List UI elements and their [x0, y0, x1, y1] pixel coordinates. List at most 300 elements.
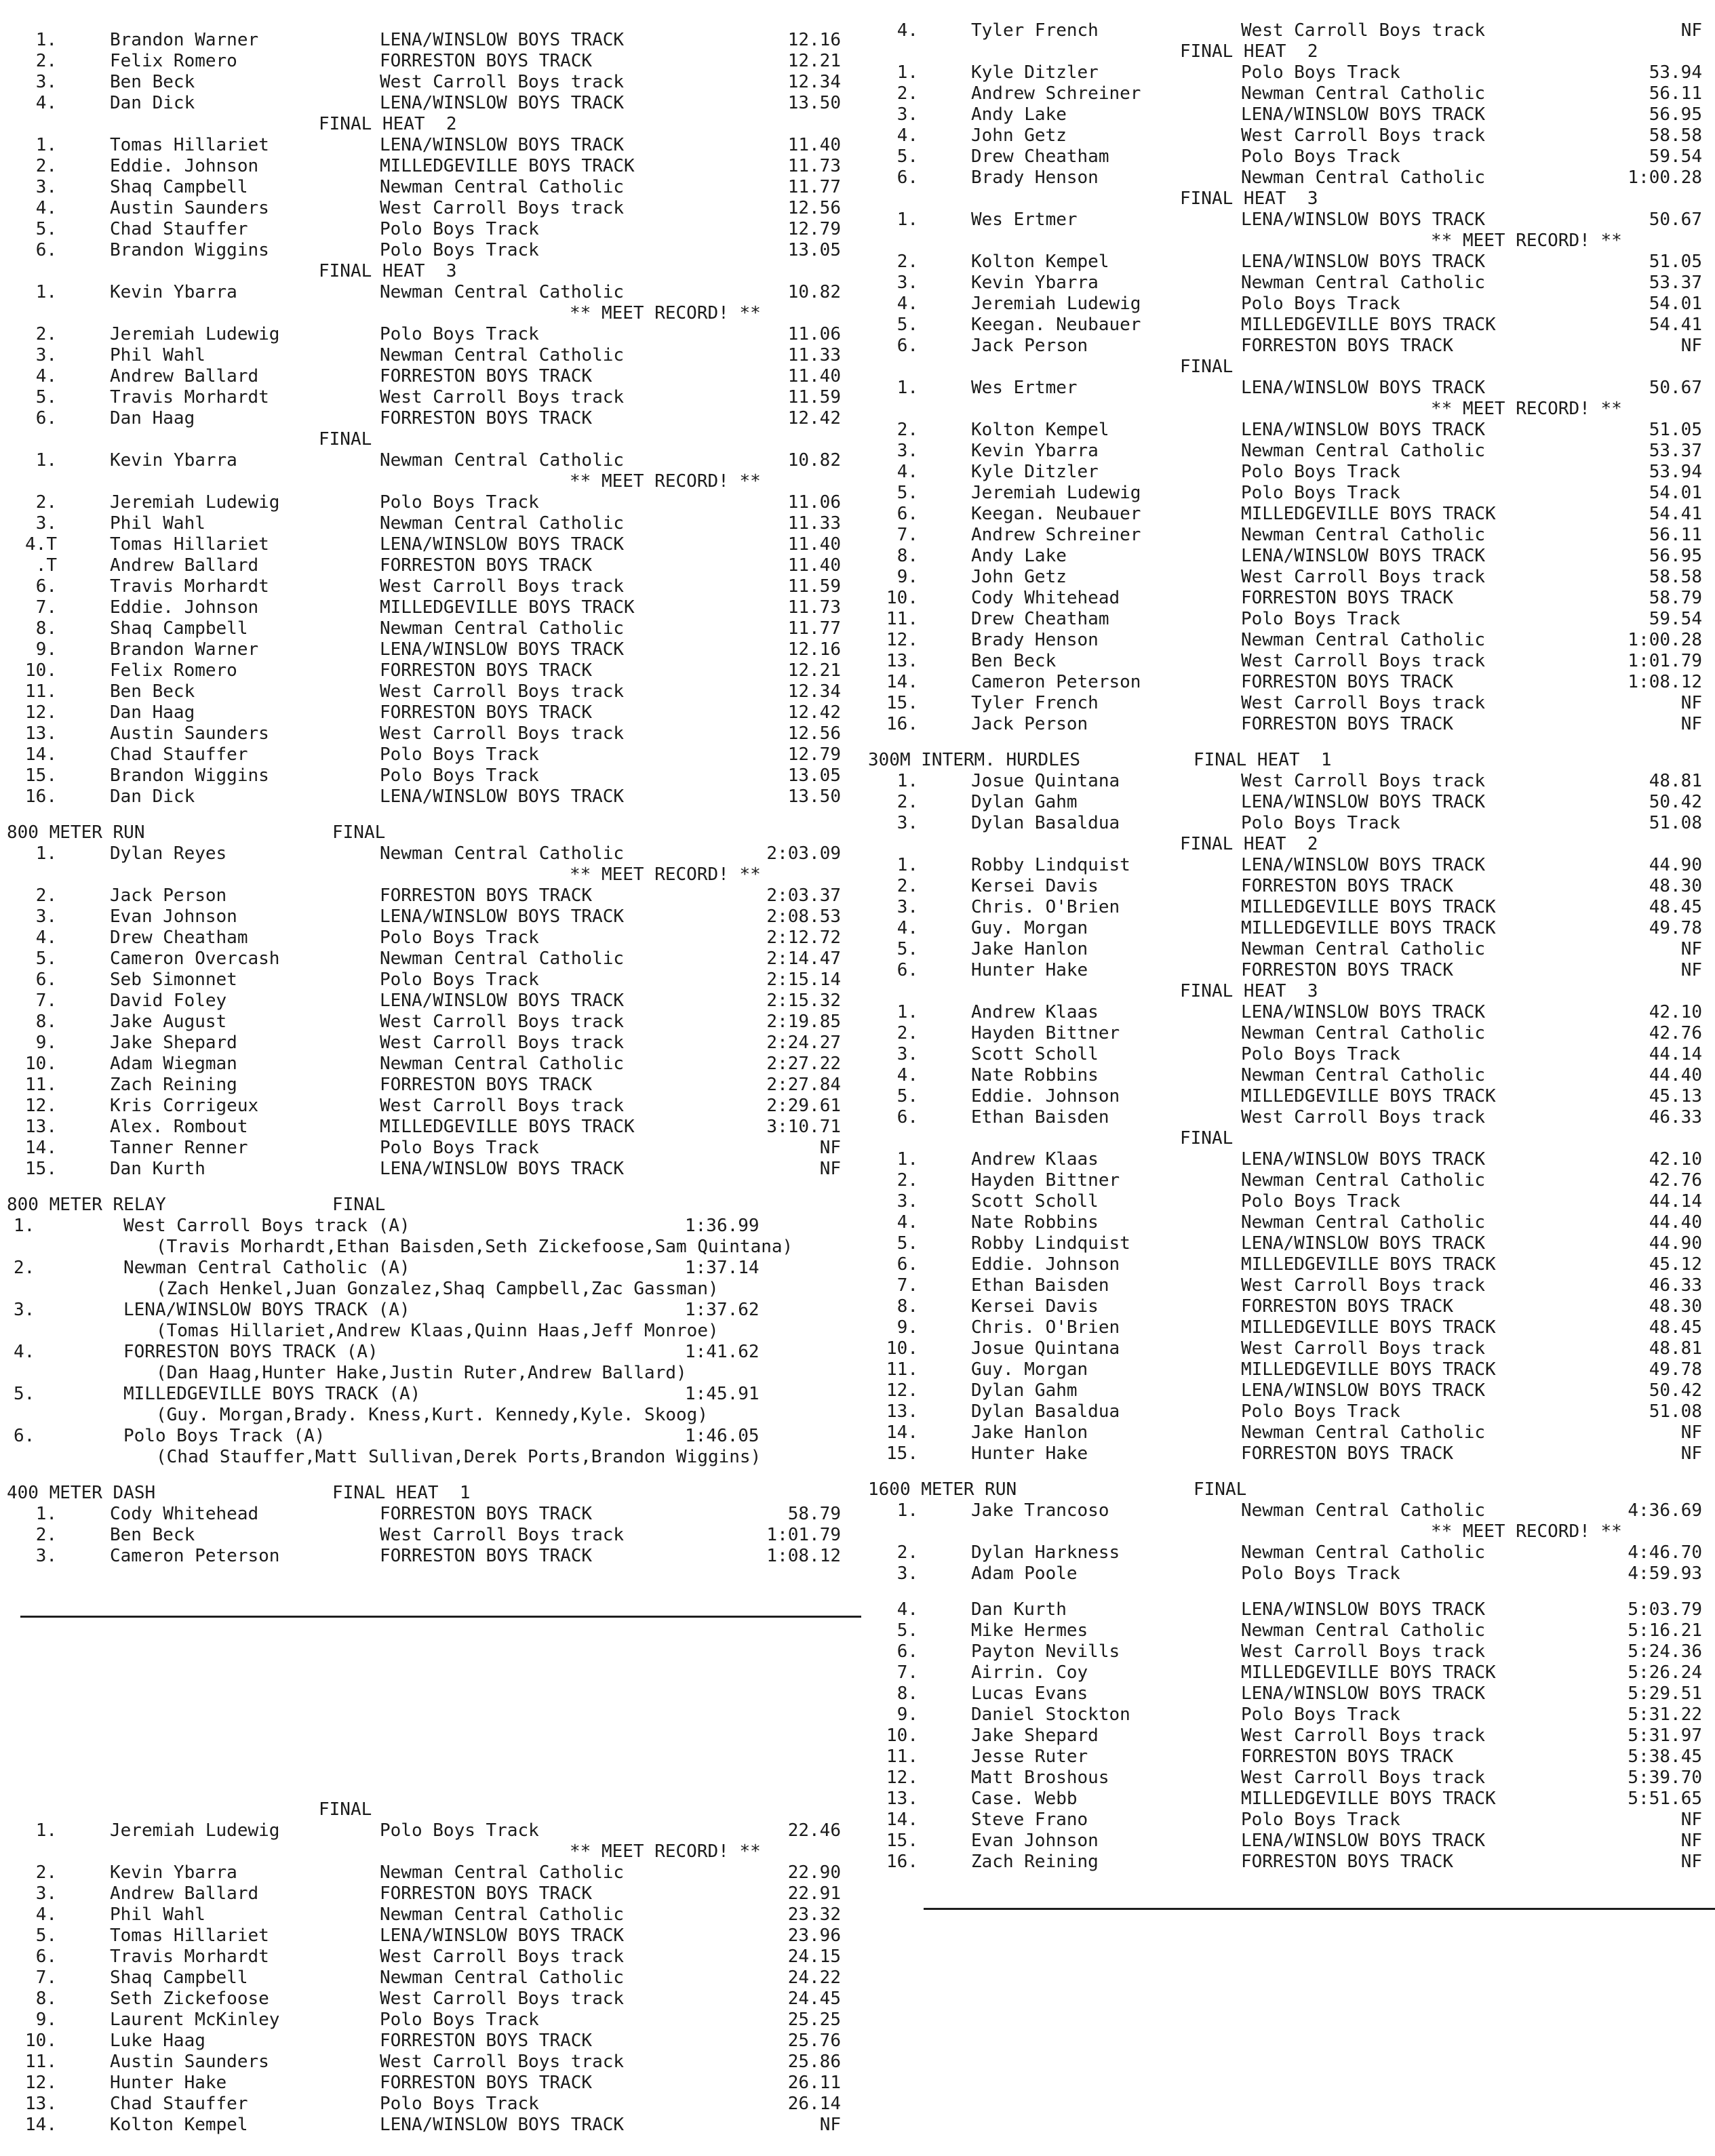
- result-place: 7.: [35, 597, 57, 618]
- result-row: [861, 1852, 1715, 1873]
- relay-row: [0, 1426, 861, 1447]
- team-name: LENA/WINSLOW BOYS TRACK: [1241, 1002, 1486, 1022]
- result-mark: 2:08.53: [766, 906, 841, 927]
- athlete-name: Dylan Harkness: [971, 1542, 1120, 1563]
- team-name: West Carroll Boys track: [380, 1012, 625, 1032]
- result-row: [861, 1317, 1715, 1338]
- section-gap: [861, 1584, 1715, 1599]
- relay-mark: 1:36.99: [685, 1216, 760, 1236]
- result-row: [861, 273, 1715, 294]
- result-row: [0, 618, 861, 639]
- athlete-name: Dylan Basaldua: [971, 813, 1120, 833]
- result-row: [0, 2010, 861, 2031]
- relay-mark: 1:37.14: [685, 1258, 760, 1278]
- result-place: 4.: [896, 462, 918, 482]
- result-row: [861, 1789, 1715, 1810]
- athlete-name: Kris Corrigeux: [110, 1096, 259, 1116]
- result-mark: 53.94: [1649, 462, 1702, 482]
- heat-heading-text: FINAL HEAT 3: [1180, 981, 1318, 1001]
- athlete-name: Brandon Warner: [110, 30, 259, 50]
- athlete-name: Daniel Stockton: [971, 1704, 1130, 1725]
- team-name: Newman Central Catholic: [380, 450, 625, 471]
- athlete-name: Ethan Baisden: [971, 1107, 1109, 1127]
- result-mark: 5:31.22: [1628, 1704, 1702, 1725]
- team-name: West Carroll Boys track: [1241, 651, 1486, 671]
- result-row: [0, 1925, 861, 1947]
- right-results-top: [861, 20, 1715, 1873]
- relay-legs-row: [0, 1279, 861, 1300]
- result-place: 12.: [886, 1768, 918, 1788]
- result-mark: 46.33: [1649, 1275, 1702, 1296]
- result-place: 6.: [35, 240, 57, 260]
- result-mark: 12.79: [787, 744, 841, 765]
- result-mark: NF: [1680, 714, 1702, 734]
- result-mark: 5:26.24: [1628, 1662, 1702, 1683]
- heat-heading-text: FINAL: [1180, 1128, 1234, 1149]
- result-mark: 12.56: [787, 198, 841, 218]
- team-name: Polo Boys Track: [1241, 62, 1400, 83]
- result-place: 2.: [896, 252, 918, 272]
- result-place: 9.: [896, 1704, 918, 1725]
- result-mark: 58.79: [787, 1504, 841, 1524]
- result-row: [861, 1170, 1715, 1191]
- result-row: [861, 1212, 1715, 1233]
- result-place: 2.: [896, 1170, 918, 1191]
- heat-heading-text: FINAL HEAT 3: [1180, 188, 1318, 209]
- athlete-name: Kevin Ybarra: [110, 282, 237, 302]
- result-mark: 13.05: [787, 240, 841, 260]
- meet-record-note: [861, 231, 1715, 252]
- result-place: 9.: [35, 2010, 57, 2030]
- meet-record-text: ** MEET RECORD! **: [1431, 1521, 1622, 1542]
- result-mark: 48.45: [1649, 1317, 1702, 1338]
- athlete-name: Luke Haag: [110, 2031, 205, 2051]
- team-name: MILLEDGEVILLE BOYS TRACK: [1241, 1359, 1496, 1380]
- result-place: 5.: [896, 939, 918, 959]
- athlete-name: Jake Shepard: [110, 1033, 237, 1053]
- relay-place: 1.: [14, 1216, 35, 1236]
- result-mark: 44.90: [1649, 1233, 1702, 1254]
- result-mark: 51.08: [1649, 813, 1702, 833]
- team-name: West Carroll Boys track: [1241, 567, 1486, 587]
- result-row: [861, 939, 1715, 960]
- heat-heading-text: FINAL HEAT 2: [319, 114, 457, 134]
- result-row: [861, 125, 1715, 146]
- result-mark: 5:31.97: [1628, 1725, 1702, 1746]
- result-row: [0, 534, 861, 555]
- result-row: [861, 1599, 1715, 1620]
- team-name: West Carroll Boys track: [380, 576, 625, 597]
- result-place: 12.: [25, 702, 57, 723]
- result-mark: 12.42: [787, 408, 841, 428]
- result-row: [861, 83, 1715, 104]
- result-row: [861, 918, 1715, 939]
- athlete-name: Drew Cheatham: [110, 927, 248, 948]
- team-name: LENA/WINSLOW BOYS TRACK: [380, 30, 625, 50]
- heat-heading: [0, 261, 861, 282]
- result-place: 1.: [35, 282, 57, 302]
- result-mark: 25.76: [787, 2031, 841, 2051]
- result-mark: NF: [1680, 1852, 1702, 1872]
- heat-heading: [0, 114, 861, 135]
- team-name: FORRESTON BOYS TRACK: [380, 1546, 593, 1566]
- result-row: [861, 1500, 1715, 1521]
- team-name: FORRESTON BOYS TRACK: [380, 555, 593, 576]
- team-name: West Carroll Boys track: [1241, 1275, 1486, 1296]
- result-place: 2.: [35, 885, 57, 906]
- result-row: [861, 876, 1715, 897]
- athlete-name: Kersei Davis: [971, 1296, 1099, 1317]
- result-row: [861, 62, 1715, 83]
- result-mark: 44.14: [1649, 1191, 1702, 1212]
- result-mark: 11.40: [787, 366, 841, 386]
- result-row: [861, 792, 1715, 813]
- result-place: 1.: [896, 1002, 918, 1022]
- result-place: 2.: [35, 324, 57, 344]
- result-mark: 13.50: [787, 93, 841, 113]
- team-name: MILLEDGEVILLE BOYS TRACK: [1241, 897, 1496, 917]
- team-name: West Carroll Boys track: [1241, 1641, 1486, 1662]
- team-name: West Carroll Boys track: [1241, 125, 1486, 146]
- result-mark: 54.01: [1649, 294, 1702, 314]
- athlete-name: Kevin Ybarra: [110, 1862, 237, 1883]
- result-place: 4.: [35, 1904, 57, 1925]
- result-place: 7.: [35, 991, 57, 1011]
- team-name: LENA/WINSLOW BOYS TRACK: [1241, 1683, 1486, 1704]
- result-mark: 11.06: [787, 324, 841, 344]
- team-name: LENA/WINSLOW BOYS TRACK: [1241, 1599, 1486, 1620]
- team-name: West Carroll Boys track: [380, 1096, 625, 1116]
- relay-place: 3.: [14, 1300, 35, 1320]
- athlete-name: Tomas Hillariet: [110, 534, 269, 555]
- result-row: [861, 672, 1715, 693]
- athlete-name: Cameron Peterson: [110, 1546, 280, 1566]
- team-name: LENA/WINSLOW BOYS TRACK: [1241, 1831, 1486, 1851]
- result-place: 4.: [896, 125, 918, 146]
- result-place: 6.: [35, 1947, 57, 1967]
- result-row: [0, 1947, 861, 1968]
- athlete-name: Dan Haag: [110, 408, 195, 428]
- result-row: [0, 2073, 861, 2094]
- athlete-name: Travis Morhardt: [110, 576, 269, 597]
- team-name: FORRESTON BOYS TRACK: [1241, 1852, 1454, 1872]
- result-mark: 53.37: [1649, 273, 1702, 293]
- team-name: West Carroll Boys track: [1241, 1338, 1486, 1359]
- result-mark: 11.33: [787, 345, 841, 365]
- team-name: Polo Boys Track: [1241, 1704, 1400, 1725]
- result-mark: 11.73: [787, 156, 841, 176]
- result-mark: 11.40: [787, 534, 841, 555]
- team-name: Polo Boys Track: [380, 1820, 539, 1841]
- result-mark: NF: [1680, 20, 1702, 41]
- result-place: 10.: [25, 660, 57, 681]
- athlete-name: Andrew Ballard: [110, 1883, 259, 1904]
- athlete-name: Austin Saunders: [110, 723, 269, 744]
- page-cut-rule-right: [924, 1908, 1715, 1910]
- left-results-top: [0, 30, 861, 1567]
- athlete-name: Jack Person: [971, 714, 1088, 734]
- meet-record-text: ** MEET RECORD! **: [1431, 231, 1622, 251]
- result-row: [0, 1989, 861, 2010]
- result-row: [0, 765, 861, 786]
- athlete-name: Cameron Peterson: [971, 672, 1141, 692]
- result-row: [861, 897, 1715, 918]
- result-mark: 10.82: [787, 450, 841, 471]
- result-mark: 12.16: [787, 30, 841, 50]
- team-name: Newman Central Catholic: [1241, 167, 1486, 188]
- team-name: West Carroll Boys track: [1241, 1107, 1486, 1127]
- athlete-name: Seb Simonnet: [110, 970, 237, 990]
- athlete-name: Jake Hanlon: [971, 1422, 1088, 1443]
- athlete-name: Dan Kurth: [971, 1599, 1067, 1620]
- team-name: MILLEDGEVILLE BOYS TRACK: [1241, 504, 1496, 524]
- team-name: Polo Boys Track: [1241, 146, 1400, 167]
- result-place: 1.: [35, 450, 57, 471]
- athlete-name: Guy. Morgan: [971, 918, 1088, 938]
- result-mark: 2:29.61: [766, 1096, 841, 1116]
- athlete-name: Case. Webb: [971, 1789, 1078, 1809]
- result-place: 1.: [35, 843, 57, 864]
- result-place: 4.: [896, 20, 918, 41]
- relay-row: [0, 1300, 861, 1321]
- team-name: West Carroll Boys track: [380, 1033, 625, 1053]
- result-place: 16.: [25, 786, 57, 807]
- result-mark: NF: [1680, 960, 1702, 980]
- result-place: 1.: [35, 135, 57, 155]
- result-row: [0, 51, 861, 72]
- result-place: 3.: [35, 1883, 57, 1904]
- result-row: [0, 2094, 861, 2115]
- team-name: Polo Boys Track: [380, 324, 539, 344]
- athlete-name: Laurent McKinley: [110, 2010, 280, 2030]
- result-place: 5.: [896, 146, 918, 167]
- result-place: 1.: [35, 1504, 57, 1524]
- result-place: 11.: [25, 1075, 57, 1095]
- result-place: 16.: [886, 1852, 918, 1872]
- athlete-name: Kolton Kempel: [971, 420, 1109, 440]
- athlete-name: Jeremiah Ludewig: [110, 492, 280, 513]
- athlete-name: Andrew Ballard: [110, 366, 259, 386]
- result-place: 5.: [896, 1620, 918, 1641]
- athlete-name: Felix Romero: [110, 660, 237, 681]
- team-name: West Carroll Boys track: [1241, 20, 1486, 41]
- result-row: [0, 885, 861, 906]
- result-place: 6.: [896, 167, 918, 188]
- athlete-name: Eddie. Johnson: [110, 156, 259, 176]
- event-name: 800 METER RUN: [7, 822, 145, 843]
- athlete-name: Tanner Renner: [110, 1138, 248, 1158]
- team-name: MILLEDGEVILLE BOYS TRACK: [1241, 918, 1496, 938]
- result-mark: NF: [1680, 939, 1702, 959]
- result-row: [0, 576, 861, 597]
- athlete-name: Chris. O'Brien: [971, 1317, 1120, 1338]
- result-place: 1.: [896, 855, 918, 875]
- result-row: [0, 723, 861, 744]
- result-place: 2.: [35, 1525, 57, 1545]
- result-mark: 11.59: [787, 387, 841, 407]
- result-mark: 53.37: [1649, 441, 1702, 461]
- team-name: Newman Central Catholic: [380, 1862, 625, 1883]
- meet-record-text: ** MEET RECORD! **: [570, 471, 761, 492]
- heat-heading: [861, 188, 1715, 209]
- result-mark: 11.33: [787, 513, 841, 534]
- result-place: 2.: [35, 492, 57, 513]
- athlete-name: Jack Person: [110, 885, 227, 906]
- relay-mark: 1:37.62: [685, 1300, 760, 1320]
- result-row: [0, 906, 861, 927]
- event-title: [861, 1479, 1715, 1500]
- team-name: FORRESTON BOYS TRACK: [380, 1883, 593, 1904]
- athlete-name: Austin Saunders: [110, 198, 269, 218]
- result-row: [861, 1641, 1715, 1662]
- result-row: [861, 1254, 1715, 1275]
- team-name: West Carroll Boys track: [380, 723, 625, 744]
- result-row: [861, 1810, 1715, 1831]
- result-place: 4.: [896, 294, 918, 314]
- result-mark: 50.42: [1649, 792, 1702, 812]
- athlete-name: Phil Wahl: [110, 513, 205, 534]
- result-place: 1.: [35, 30, 57, 50]
- team-name: Newman Central Catholic: [380, 1054, 625, 1074]
- result-mark: 5:39.70: [1628, 1768, 1702, 1788]
- result-row: [861, 1107, 1715, 1128]
- athlete-name: Ben Beck: [110, 1525, 195, 1545]
- result-row: [0, 1862, 861, 1883]
- result-mark: 58.58: [1649, 567, 1702, 587]
- relay-team: MILLEDGEVILLE BOYS TRACK (A): [123, 1384, 421, 1404]
- team-name: LENA/WINSLOW BOYS TRACK: [1241, 104, 1486, 125]
- heat-heading-text: FINAL: [319, 429, 372, 450]
- event-round: FINAL HEAT 1: [332, 1483, 471, 1503]
- result-place: 6.: [896, 960, 918, 980]
- team-name: FORRESTON BOYS TRACK: [380, 51, 593, 71]
- result-row: [0, 660, 861, 681]
- result-mark: 51.08: [1649, 1401, 1702, 1422]
- result-mark: 50.42: [1649, 1380, 1702, 1401]
- team-name: LENA/WINSLOW BOYS TRACK: [1241, 1149, 1486, 1170]
- athlete-name: Jake Trancoso: [971, 1500, 1109, 1521]
- athlete-name: Brady Henson: [971, 630, 1099, 650]
- relay-legs: (Travis Morhardt,Ethan Baisden,Seth Zickefoose,Sam Quintana): [156, 1237, 793, 1257]
- result-place: 1.: [896, 771, 918, 791]
- athlete-name: Phil Wahl: [110, 1904, 205, 1925]
- result-place: 2.: [896, 83, 918, 104]
- team-name: Polo Boys Track: [380, 1138, 539, 1158]
- team-name: LENA/WINSLOW BOYS TRACK: [1241, 1380, 1486, 1401]
- team-name: Newman Central Catholic: [380, 1904, 625, 1925]
- result-place: 13.: [886, 1789, 918, 1809]
- team-name: LENA/WINSLOW BOYS TRACK: [1241, 378, 1486, 398]
- event-name: 400 METER DASH: [7, 1483, 156, 1503]
- team-name: LENA/WINSLOW BOYS TRACK: [380, 639, 625, 660]
- event-round: FINAL HEAT 1: [1194, 750, 1332, 770]
- result-row: [0, 156, 861, 177]
- team-name: FORRESTON BOYS TRACK: [1241, 960, 1454, 980]
- relay-legs: (Tomas Hillariet,Andrew Klaas,Quinn Haas,Jeff Monroe): [156, 1321, 719, 1341]
- result-place: 15.: [886, 1443, 918, 1464]
- result-mark: 45.13: [1649, 1086, 1702, 1106]
- result-row: [861, 588, 1715, 609]
- result-row: [0, 949, 861, 970]
- result-row: [0, 1883, 861, 1904]
- result-mark: 2:19.85: [766, 1012, 841, 1032]
- athlete-name: Travis Morhardt: [110, 387, 269, 407]
- result-mark: 59.54: [1649, 146, 1702, 167]
- athlete-name: Travis Morhardt: [110, 1947, 269, 1967]
- team-name: West Carroll Boys track: [380, 681, 625, 702]
- result-place: 2.: [35, 156, 57, 176]
- athlete-name: Brandon Wiggins: [110, 240, 269, 260]
- result-mark: 4:36.69: [1628, 1500, 1702, 1521]
- team-name: Newman Central Catholic: [1241, 939, 1486, 959]
- team-name: Polo Boys Track: [1241, 483, 1400, 503]
- result-place: 10.: [25, 1054, 57, 1074]
- athlete-name: Jeremiah Ludewig: [110, 1820, 280, 1841]
- result-mark: 56.95: [1649, 546, 1702, 566]
- team-name: Polo Boys Track: [380, 970, 539, 990]
- team-name: Polo Boys Track: [1241, 462, 1400, 482]
- athlete-name: Cody Whitehead: [971, 588, 1120, 608]
- result-place: 5.: [35, 219, 57, 239]
- result-row: [861, 813, 1715, 834]
- result-place: 7.: [896, 1662, 918, 1683]
- result-mark: 11.40: [787, 135, 841, 155]
- result-row: [861, 630, 1715, 651]
- result-place: 13.: [25, 723, 57, 744]
- result-mark: 10.82: [787, 282, 841, 302]
- result-place: 3.: [35, 513, 57, 534]
- result-mark: 11.40: [787, 555, 841, 576]
- result-place: 1.: [896, 209, 918, 230]
- result-place: 14.: [25, 744, 57, 765]
- team-name: LENA/WINSLOW BOYS TRACK: [1241, 1233, 1486, 1254]
- result-row: [861, 1422, 1715, 1443]
- result-place: 16.: [886, 714, 918, 734]
- result-row: [0, 282, 861, 303]
- team-name: FORRESTON BOYS TRACK: [380, 2073, 593, 2093]
- result-row: [861, 1662, 1715, 1683]
- result-row: [861, 1443, 1715, 1464]
- result-row: [0, 681, 861, 702]
- result-place: 3.: [896, 441, 918, 461]
- team-name: Newman Central Catholic: [1241, 1170, 1486, 1191]
- team-name: West Carroll Boys track: [380, 1525, 625, 1545]
- result-mark: 49.78: [1649, 1359, 1702, 1380]
- team-name: FORRESTON BOYS TRACK: [380, 408, 593, 428]
- team-name: West Carroll Boys track: [380, 1989, 625, 2009]
- result-row: [861, 336, 1715, 357]
- result-mark: NF: [819, 1159, 841, 1179]
- result-mark: 1:08.12: [1628, 672, 1702, 692]
- athlete-name: Nate Robbins: [971, 1065, 1099, 1085]
- athlete-name: Dan Kurth: [110, 1159, 205, 1179]
- athlete-name: Brandon Wiggins: [110, 765, 269, 786]
- team-name: MILLEDGEVILLE BOYS TRACK: [1241, 1086, 1496, 1106]
- team-name: MILLEDGEVILLE BOYS TRACK: [1241, 1789, 1496, 1809]
- relay-mark: 1:41.62: [685, 1342, 760, 1362]
- result-place: 6.: [896, 336, 918, 356]
- team-name: LENA/WINSLOW BOYS TRACK: [1241, 546, 1486, 566]
- result-mark: 44.14: [1649, 1044, 1702, 1064]
- athlete-name: Kevin Ybarra: [110, 450, 237, 471]
- relay-legs: (Guy. Morgan,Brady. Kness,Kurt. Kennedy,Kyle. Skoog): [156, 1405, 708, 1425]
- team-name: Polo Boys Track: [1241, 1401, 1400, 1422]
- relay-legs-row: [0, 1237, 861, 1258]
- result-mark: 5:51.65: [1628, 1789, 1702, 1809]
- athlete-name: Jesse Ruter: [971, 1746, 1088, 1767]
- team-name: Newman Central Catholic: [1241, 1212, 1486, 1233]
- heat-heading: [861, 41, 1715, 62]
